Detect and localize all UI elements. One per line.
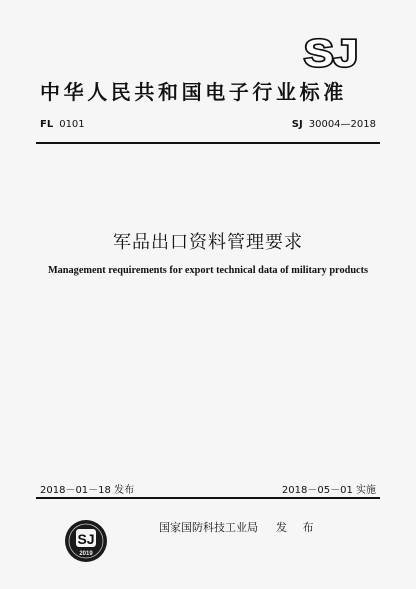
seal-text: SJ — [77, 531, 95, 547]
standard-number — [292, 119, 376, 130]
seal-year: 2019 — [79, 551, 93, 557]
top-divider — [36, 142, 380, 144]
bottom-divider — [36, 497, 380, 499]
classification-code — [40, 119, 85, 130]
issue-label: 发 布 — [276, 521, 320, 534]
document-title-en: Management requirements for export technical data of military products — [47, 265, 369, 276]
standard-prefix: SJ — [291, 119, 303, 130]
implementation-date: 2018－05－01 实施 — [281, 485, 376, 496]
issue-date: 2018－01－18 发布 — [40, 485, 135, 496]
classification-value: 0101 — [59, 119, 85, 130]
sj-logo — [301, 33, 361, 73]
seal-emblem — [64, 519, 108, 563]
document-title-cn: 军品出口资料管理要求 — [113, 232, 303, 253]
org-title: 中华人民共和国电子行业标准 — [40, 80, 347, 104]
classification-prefix: FL — [40, 119, 54, 130]
sj-logo-text: SJ — [304, 33, 358, 73]
standard-value: 30004—2018 — [308, 119, 376, 130]
issuer-name: 国家国防科技工业局 — [159, 521, 258, 534]
